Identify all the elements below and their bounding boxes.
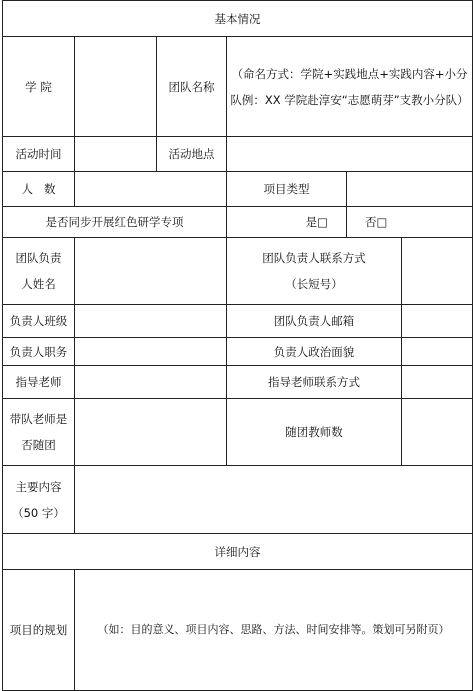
- leader-name-value[interactable]: [75, 238, 227, 305]
- advisor-contact-value[interactable]: [402, 366, 473, 399]
- leader-political-value[interactable]: [402, 338, 473, 366]
- team-name-hint[interactable]: （命名方式：学院+实践地点+实践内容+小分队例：XX 学院赴淳安“志愿萌芽”支教小分队）: [227, 37, 473, 137]
- teacher-count-label: 随团教师数: [227, 399, 402, 466]
- leader-class-label: 负责人班级: [3, 305, 75, 338]
- advisor-contact-label: 指导老师联系方式: [227, 366, 402, 399]
- leader-contact-value[interactable]: [402, 238, 473, 305]
- leader-contact-label: 团队负责人联系方式 （长短号）: [227, 238, 402, 305]
- activity-time-value[interactable]: [75, 137, 157, 172]
- activity-place-value[interactable]: [227, 137, 473, 172]
- project-type-value[interactable]: [347, 172, 473, 207]
- red-study-label: 是否同步开展红色研学专项: [3, 207, 227, 238]
- advisor-value[interactable]: [75, 366, 227, 399]
- teacher-follow-value[interactable]: [75, 399, 227, 466]
- main-content-label: 主要内容 （50 字）: [3, 466, 75, 534]
- college-label: 学 院: [3, 37, 75, 137]
- headcount-value[interactable]: [75, 172, 227, 207]
- project-type-label: 项目类型: [227, 172, 347, 207]
- headcount-label: 人 数: [3, 172, 75, 207]
- section-title-basic: 基本情况: [3, 1, 473, 37]
- teacher-follow-label: 带队老师是 否随团: [3, 399, 75, 466]
- leader-position-label: 负责人职务: [3, 338, 75, 366]
- section-title-detail: 详细内容: [3, 534, 473, 570]
- main-content-value[interactable]: [75, 466, 473, 534]
- yes-option[interactable]: 是□: [227, 207, 347, 238]
- plan-label: 项目的规划: [3, 570, 75, 691]
- leader-political-label: 负责人政治面貌: [227, 338, 402, 366]
- leader-position-value[interactable]: [75, 338, 227, 366]
- college-value[interactable]: [75, 37, 157, 137]
- activity-place-label: 活动地点: [157, 137, 227, 172]
- advisor-label: 指导老师: [3, 366, 75, 399]
- leader-name-label: 团队负责 人姓名: [3, 238, 75, 305]
- teacher-count-value[interactable]: [402, 399, 473, 466]
- leader-email-label: 团队负责人邮箱: [227, 305, 402, 338]
- no-option[interactable]: 否□: [347, 207, 473, 238]
- leader-email-value[interactable]: [402, 305, 473, 338]
- team-name-label: 团队名称: [157, 37, 227, 137]
- leader-class-value[interactable]: [75, 305, 227, 338]
- plan-hint[interactable]: （如：目的意义、项目内容、思路、方法、时间安排等。策划可另附页）: [75, 570, 473, 691]
- basic-info-table: [2, 0, 473, 691]
- activity-time-label: 活动时间: [3, 137, 75, 172]
